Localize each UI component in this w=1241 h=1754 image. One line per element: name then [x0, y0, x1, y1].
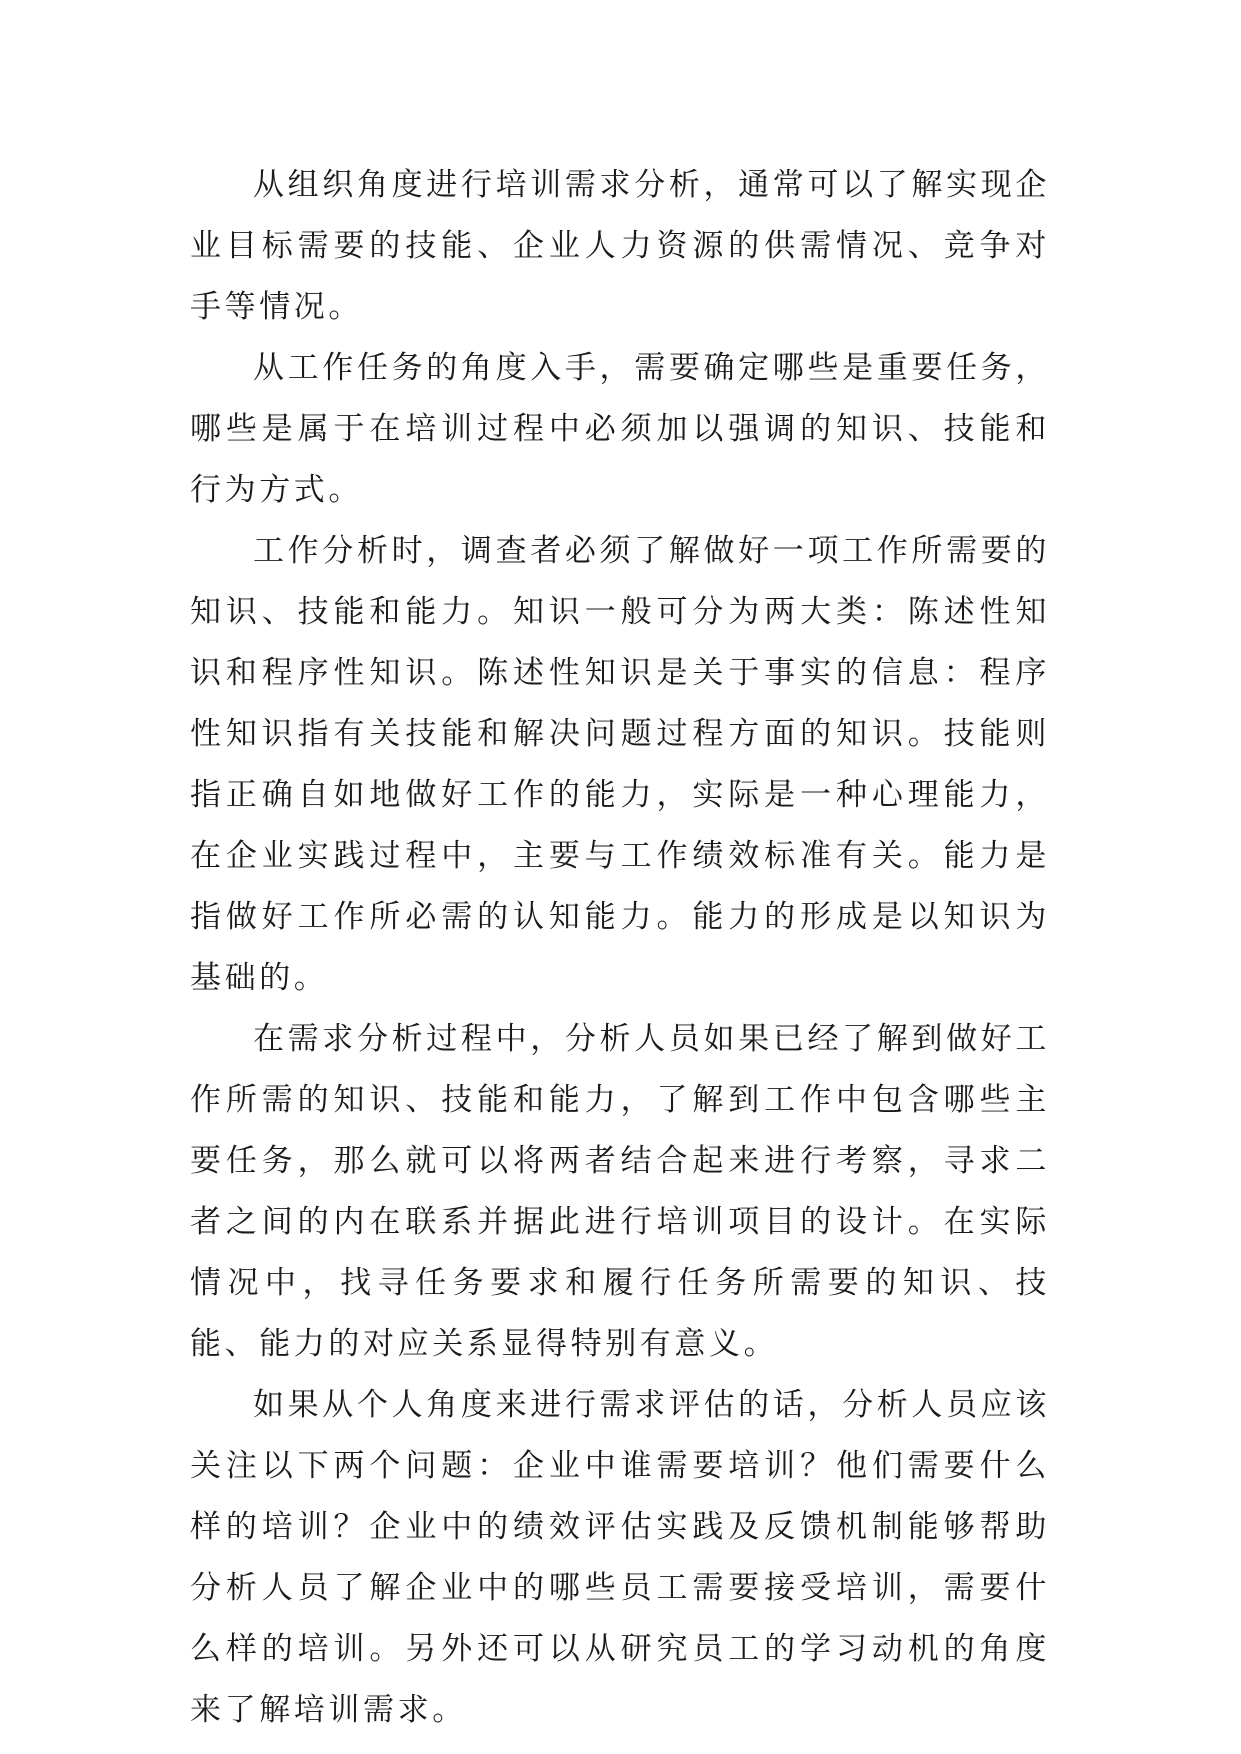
- document-body: [190, 155, 1050, 1741]
- paragraph-organization-analysis: 从组织角度进行培训需求分析，通常可以了解实现企业目标需要的技能、企业人力资源的供需情况、竞争对手等情况。: [190, 167, 1050, 325]
- paragraph-task-analysis: 从工作任务的角度入手，需要确定哪些是重要任务，哪些是属于在培训过程中必须加以强调的知识、技能和行为方式。: [190, 350, 1050, 508]
- paragraph-job-analysis: 工作分析时，调查者必须了解做好一项工作所需要的知识、技能和能力。知识一般可分为两大类：陈述性知识和程序性知识。陈述性知识是关于事实的信息：程序性知识指有关技能和解决问题过程方面的知识。技能则指正确自如地做好工作的能力，实际是一种心理能力，在企业实践过程中，主要与工作绩效标准有关。能力是指做好工作所必需的认知能力。能力的形成是以知识为基础的。: [190, 533, 1050, 996]
- paragraph-individual-analysis: 如果从个人角度来进行需求评估的话，分析人员应该关注以下两个问题：企业中谁需要培训？他们需要什么样的培训？企业中的绩效评估实践及反馈机制能够帮助分析人员了解企业中的哪些员工需要接受培训，需要什么样的培训。另外还可以从研究员工的学习动机的角度来了解培训需求。: [190, 1387, 1050, 1728]
- paragraph-needs-analysis-process: 在需求分析过程中，分析人员如果已经了解到做好工作所需的知识、技能和能力，了解到工作中包含哪些主要任务，那么就可以将两者结合起来进行考察，寻求二者之间的内在联系并据此进行培训项目的设计。在实际情况中，找寻任务要求和履行任务所需要的知识、技能、能力的对应关系显得特别有意义。: [190, 1021, 1050, 1362]
